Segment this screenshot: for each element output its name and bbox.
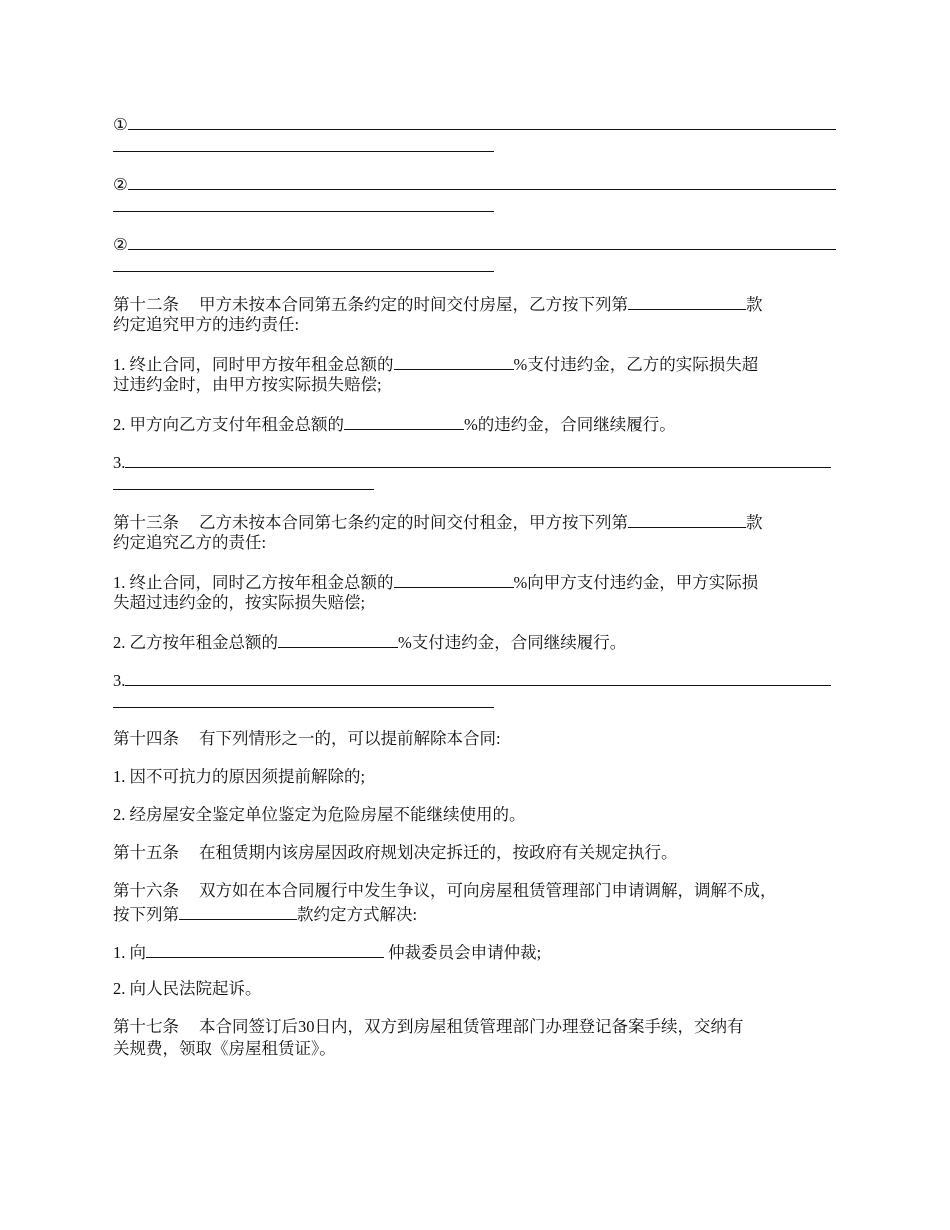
article-text: 本合同签订后30日内，双方到房屋租赁管理部门办理登记备案手续，交纳有 (199, 1017, 744, 1036)
article-title: 第十四条 (113, 729, 179, 748)
article-text: 款 (746, 295, 763, 314)
item-text: 过违约金时，由甲方按实际损失赔偿; (113, 375, 382, 394)
article-text: 乙方未按本合同第七条约定的时间交付租金，甲方按下列第 (199, 513, 628, 532)
article-text: 关规费，领取《房屋租赁证》。 (113, 1039, 336, 1058)
blank-line (128, 232, 836, 250)
article-title: 第十五条 (113, 843, 179, 862)
blank-line (394, 352, 514, 370)
item-text: 2. 乙方按年租金总额的 (113, 633, 278, 652)
article-text: 在租赁期内该房屋因政府规划决定拆迁的，按政府有关规定执行。 (199, 843, 678, 862)
article-13-item-2 (113, 630, 853, 652)
item-text: 3. (113, 671, 126, 690)
article-text: 约定追究乙方的责任: (113, 533, 267, 552)
blank-line (125, 450, 831, 468)
article-title: 第十七条 (113, 1017, 179, 1036)
article-text: 款 (746, 513, 763, 532)
article-text: 双方如在本合同履行中发生争议，可向房屋租赁管理部门申请调解，调解不成， (199, 881, 777, 900)
article-12 (113, 292, 853, 336)
blank-line (146, 940, 384, 958)
item-text: %向甲方支付违约金，甲方实际损 (513, 573, 759, 592)
item-marker: ② (113, 175, 128, 194)
article-text: 按下列第 (113, 905, 179, 924)
blank-line (394, 570, 514, 588)
item-text: 1. 向 (113, 943, 146, 962)
article-13-item-1 (113, 570, 853, 614)
blank-line (113, 194, 494, 212)
item-text: 3. (113, 453, 126, 472)
article-text: 有下列情形之一的，可以提前解除本合同: (199, 729, 501, 748)
blank-line (128, 172, 836, 190)
item-text: %支付违约金，乙方的实际损失超 (513, 355, 759, 374)
item-marker: ① (113, 115, 128, 134)
article-title: 第十三条 (113, 513, 179, 532)
article-14-item-2 (113, 804, 853, 826)
blank-line (125, 668, 831, 686)
blank-line (179, 902, 297, 920)
blank-line (344, 412, 464, 430)
article-14 (113, 728, 853, 750)
article-12-item-2 (113, 412, 853, 434)
item-text: 2. 甲方向乙方支付年租金总额的 (113, 415, 344, 434)
blank-line (628, 292, 746, 310)
item-text: %的违约金，合同继续履行。 (464, 415, 676, 434)
article-text: 甲方未按本合同第五条约定的时间交付房屋，乙方按下列第 (199, 295, 628, 314)
blank-item-2 (113, 172, 853, 216)
article-text: 约定追究甲方的违约责任: (113, 315, 300, 334)
blank-line (113, 472, 374, 490)
item-text: %支付违约金，合同继续履行。 (398, 633, 627, 652)
article-title: 第十六条 (113, 881, 179, 900)
blank-line (113, 254, 494, 272)
article-13-item-3 (113, 668, 853, 712)
article-15 (113, 842, 853, 864)
article-16-item-1 (113, 940, 853, 962)
blank-line (278, 630, 398, 648)
item-marker: ② (113, 235, 128, 254)
blank-item-1 (113, 112, 853, 156)
article-text: 款约定方式解决: (297, 905, 418, 924)
article-14-item-1 (113, 766, 853, 788)
blank-line (628, 510, 746, 528)
blank-line (128, 112, 836, 130)
article-12-item-1 (113, 352, 853, 396)
contract-page (113, 112, 853, 1076)
article-title: 第十二条 (113, 295, 179, 314)
article-16-item-2 (113, 978, 853, 1000)
blank-line (113, 134, 494, 152)
article-12-item-3 (113, 450, 853, 494)
blank-line (113, 690, 494, 708)
item-text: 1. 因不可抗力的原因须提前解除的; (113, 767, 366, 786)
blank-item-3 (113, 232, 853, 276)
item-text: 2. 向人民法院起诉。 (113, 979, 262, 998)
item-text: 1. 终止合同，同时甲方按年租金总额的 (113, 355, 394, 374)
article-16 (113, 880, 853, 924)
item-text: 2. 经房屋安全鉴定单位鉴定为危险房屋不能继续使用的。 (113, 805, 526, 824)
article-13 (113, 510, 853, 554)
article-17 (113, 1016, 853, 1060)
item-text: 失超过违约金的，按实际损失赔偿; (113, 593, 366, 612)
item-text: 仲裁委员会申请仲裁; (388, 943, 542, 962)
item-text: 1. 终止合同，同时乙方按年租金总额的 (113, 573, 394, 592)
